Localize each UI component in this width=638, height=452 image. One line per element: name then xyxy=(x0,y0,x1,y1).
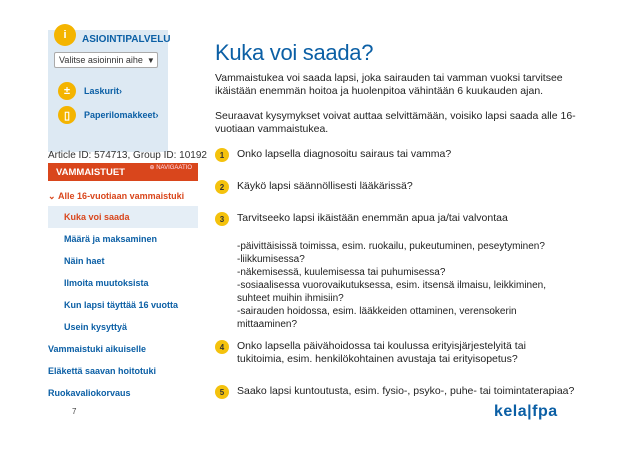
nav-item-hoitotuki[interactable] xyxy=(48,360,198,382)
sub-item: -liikkumisessa? xyxy=(237,254,305,265)
sub-item: -sosiaalisessa vuorovaikutuksessa, esim. itsensä ilmaisu, leikkiminen, suhteet muihin ihmisiin? xyxy=(237,280,547,304)
intro-paragraph-2: Seuraavat kysymykset voivat auttaa selvittämään, voisiko lapsi saada alle 16-vuotiaan vammaistukea. xyxy=(215,110,576,135)
chevron-right-icon: › xyxy=(155,110,159,120)
nav-item-label: Usein kysyttyä xyxy=(64,322,128,332)
question-number: 4 xyxy=(215,340,229,354)
nav-item-usein-kysyttya[interactable] xyxy=(48,316,198,338)
nav-item-maara[interactable] xyxy=(48,228,198,250)
nav-item-ruokavalio[interactable] xyxy=(48,382,198,404)
nav-header-label: VAMMAISTUET xyxy=(56,166,125,178)
nav-item-ilmoita[interactable] xyxy=(48,272,198,294)
sub-item: -sairauden hoidossa, esim. lääkkeiden ottaminen, verensokerin mittaaminen? xyxy=(237,306,517,330)
nav-list xyxy=(48,186,198,404)
nav-item-label: Ilmoita muutoksista xyxy=(64,278,149,288)
question-list xyxy=(215,0,585,452)
page-title: Kuka voi saada? xyxy=(215,40,374,65)
question-text: Onko lapsella diagnosoitu sairaus tai vamma? xyxy=(237,148,452,160)
nav-item-nain-haet[interactable] xyxy=(48,250,198,272)
topic-select[interactable] xyxy=(54,52,158,68)
calculators-link[interactable] xyxy=(58,82,122,100)
chevron-right-icon: › xyxy=(119,86,123,96)
question-4 xyxy=(215,340,555,366)
nav-item-16-vuotta[interactable] xyxy=(48,294,198,316)
sidebar xyxy=(0,0,205,420)
document-icon: ▯ xyxy=(58,106,76,124)
question-text: Käykö lapsi säännöllisesti lääkärissä? xyxy=(237,180,413,192)
question-text: Saako lapsi kuntoutusta, esim. fysio-, psyko-, puhe- tai toimintaterapiaa? xyxy=(237,385,575,397)
chevron-down-icon: ▼ xyxy=(146,55,155,65)
question-number: 5 xyxy=(215,385,229,399)
sub-list xyxy=(237,240,567,331)
question-number: 3 xyxy=(215,212,229,226)
question-5 xyxy=(215,385,574,399)
nav-item-label: Eläkettä saavan hoitotuki xyxy=(48,366,157,376)
nav-item-label: Ruokavaliokorvaus xyxy=(48,388,131,398)
nav-item-label: Kun lapsi täyttää 16 vuotta xyxy=(64,300,179,310)
question-number: 2 xyxy=(215,180,229,194)
nav-badge: ⊕ NAVIGAATIO xyxy=(149,165,192,171)
question-number: 1 xyxy=(215,148,229,162)
question-1 xyxy=(215,148,451,162)
nav-item-label: Määrä ja maksaminen xyxy=(64,234,158,244)
intro-paragraph: Vammaistukea voi saada lapsi, joka sairauden tai vamman vuoksi tarvitsee ikäistään enemmän hoitoa ja huolenpitoa vähintään 6 kuukauden ajan. xyxy=(215,72,563,97)
kela-logo: kela|fpa xyxy=(494,403,558,420)
service-title: ASIOINTIPALVELU xyxy=(82,33,171,45)
question-text: Onko lapsella päivähoidossa tai koulussa erityisjärjestelyitä tai tukitoimia, esim. henkilökohtainen avustaja tai erityisopetus? xyxy=(237,340,526,365)
question-3 xyxy=(215,212,508,226)
nav-item-alle16[interactable] xyxy=(48,186,198,206)
service-panel xyxy=(48,29,171,152)
paper-forms-link[interactable] xyxy=(58,106,159,124)
paper-forms-label: Paperilomakkeet xyxy=(84,110,156,120)
nav-item-label: Alle 16-vuotiaan vammaistuki xyxy=(58,191,185,201)
nav-item-aikuiselle[interactable] xyxy=(48,338,198,360)
nav-item-label: Kuka voi saada xyxy=(64,212,130,222)
nav-item-label: Näin haet xyxy=(64,256,105,266)
calculator-icon: ± xyxy=(58,82,76,100)
question-text: Tarvitseeko lapsi ikäistään enemmän apua ja/tai valvontaa xyxy=(237,212,508,224)
page-number: 7 xyxy=(72,407,77,416)
info-icon: i xyxy=(54,24,76,46)
service-header xyxy=(60,29,171,46)
topic-select-label: Valitse asioinnin aihe xyxy=(59,55,143,65)
sub-item: -päivittäisissä toimissa, esim. ruokailu, pukeutuminen, peseytyminen? xyxy=(237,241,545,252)
question-2 xyxy=(215,180,413,194)
calculators-label: Laskurit xyxy=(84,86,120,96)
sub-item: -näkemisessä, kuulemisessa tai puhumisessa? xyxy=(237,267,446,278)
nav-item-kuka[interactable] xyxy=(48,206,198,228)
chevron-down-icon: ⌄ xyxy=(48,190,59,201)
article-id: Article ID: 574713, Group ID: 10192 xyxy=(48,150,207,161)
nav-header xyxy=(48,163,198,181)
nav-item-label: Vammaistuki aikuiselle xyxy=(48,344,147,354)
